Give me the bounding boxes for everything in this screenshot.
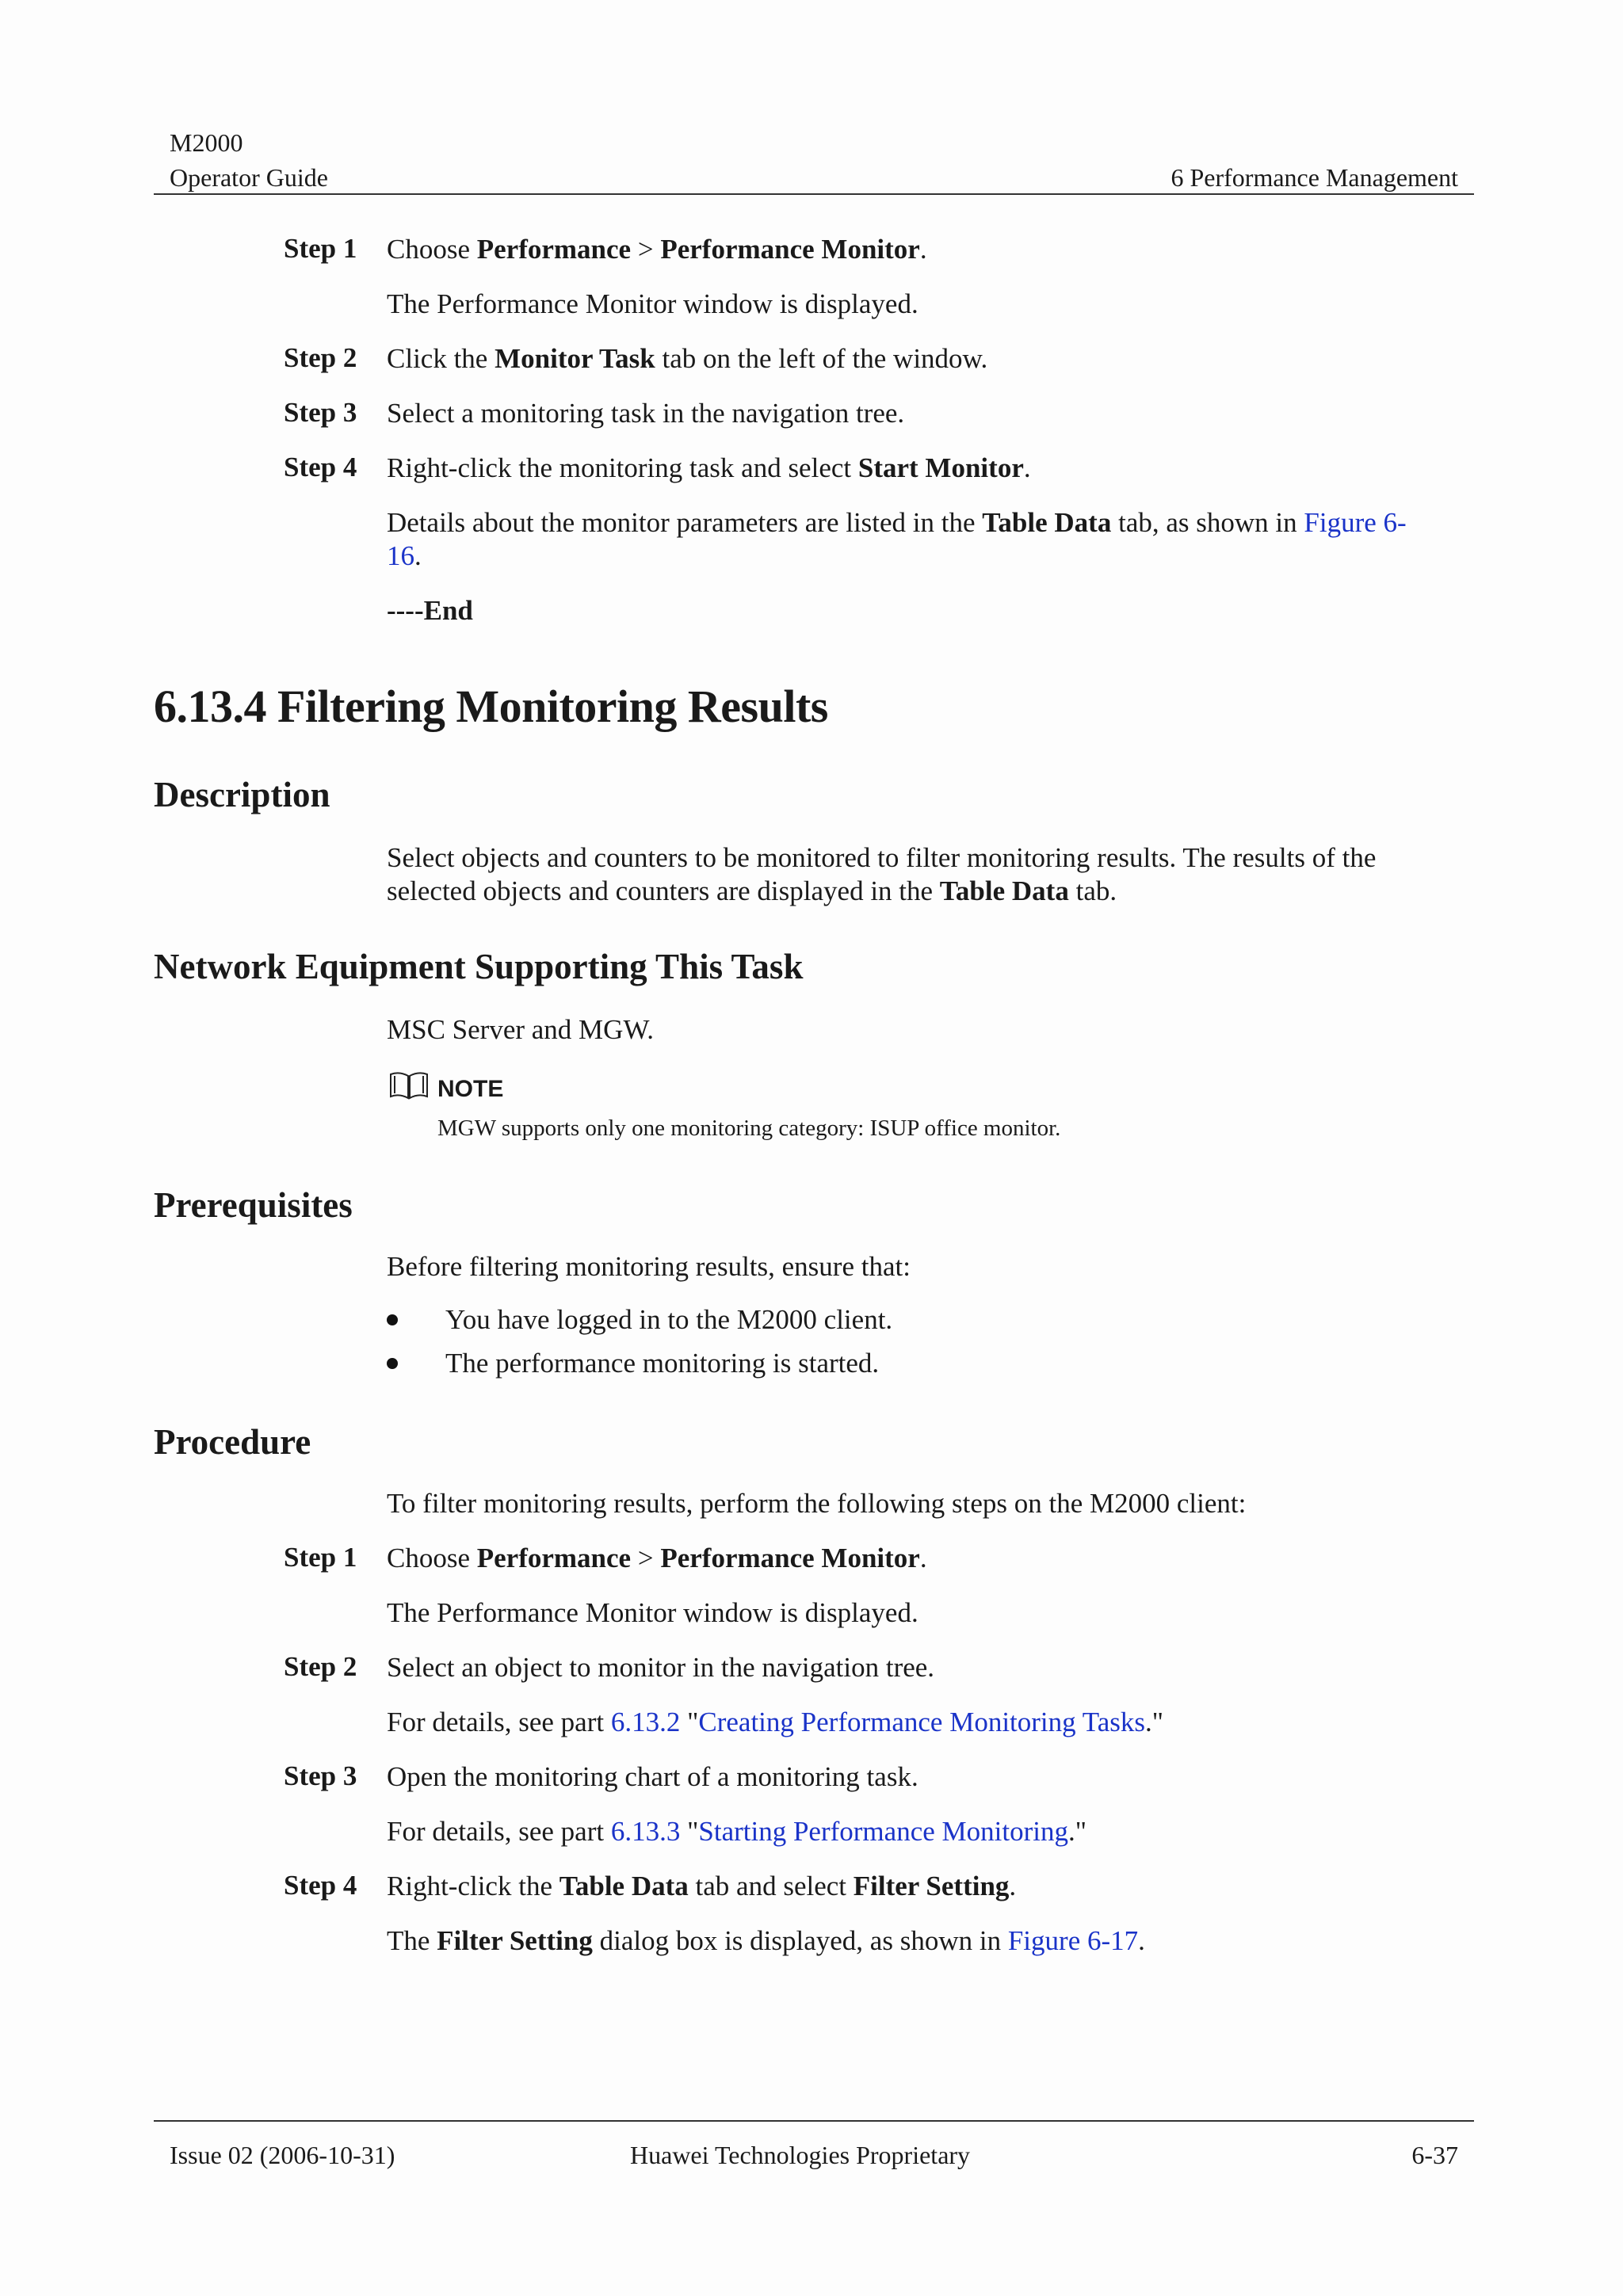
header-doc-title: Operator Guide: [170, 163, 328, 192]
prerequisites-intro: Before filtering monitoring results, ensure that:: [387, 1251, 911, 1282]
header-chapter: 6 Performance Management: [1170, 163, 1458, 192]
end-mark: ----End: [387, 595, 473, 626]
section-title-link[interactable]: Starting Performance Monitoring: [698, 1816, 1068, 1847]
note-text: MGW supports only one monitoring category: ISUP office monitor.: [437, 1116, 1061, 1141]
note-title: NOTE: [437, 1076, 504, 1102]
step-text: Select an object to monitor in the navigation tree.: [387, 1652, 935, 1683]
footer-issue: Issue 02 (2006-10-31): [170, 2141, 395, 2169]
step-label: Step 4: [284, 1870, 357, 1901]
book-icon: [388, 1070, 430, 1101]
equipment-heading: Network Equipment Supporting This Task: [154, 947, 804, 986]
step-label: Step 4: [284, 452, 357, 482]
step-result: The Performance Monitor window is displayed.: [387, 288, 918, 319]
list-item: The performance monitoring is started.: [445, 1348, 880, 1379]
figure-link[interactable]: Figure 6-16: [387, 507, 1407, 571]
step-detail: Details about the monitor parameters are listed in the Table Data tab, as shown in Figure 6-16.: [387, 507, 1407, 571]
step-label: Step 3: [284, 397, 357, 428]
header-product: M2000: [170, 128, 243, 157]
step-detail: For details, see part 6.13.2 "Creating Performance Monitoring Tasks.": [387, 1707, 1164, 1737]
equipment-text: MSC Server and MGW.: [387, 1014, 655, 1045]
section-link[interactable]: 6.13.2: [610, 1707, 681, 1737]
step-text: Choose Performance > Performance Monitor.: [387, 1543, 927, 1573]
section-title-link[interactable]: Creating Performance Monitoring Tasks: [698, 1707, 1145, 1737]
section-title: 6.13.4 Filtering Monitoring Results: [154, 681, 828, 732]
step-label: Step 2: [284, 1651, 357, 1682]
figure-link[interactable]: Figure 6-17: [1007, 1925, 1139, 1956]
prerequisites-heading: Prerequisites: [154, 1185, 353, 1225]
bullet: [387, 1314, 398, 1325]
step-text: Right-click the Table Data tab and select Filter Setting.: [387, 1871, 1017, 1901]
step-label: Step 2: [284, 342, 357, 373]
procedure-heading: Procedure: [154, 1422, 311, 1462]
step-text: Select a monitoring task in the navigation tree.: [387, 398, 905, 429]
footer-rule: [154, 2120, 1474, 2122]
step-label: Step 3: [284, 1760, 357, 1791]
section-link[interactable]: 6.13.3: [610, 1816, 681, 1847]
step-text: Open the monitoring chart of a monitoring task.: [387, 1761, 918, 1792]
step-detail: The Filter Setting dialog box is displayed, as shown in Figure 6-17.: [387, 1925, 1145, 1956]
description-text: Select objects and counters to be monitored to filter monitoring results. The results of the selected objects and counters are displayed in the Table Data tab.: [387, 842, 1377, 906]
step-label: Step 1: [284, 233, 357, 264]
procedure-intro: To filter monitoring results, perform the following steps on the M2000 client:: [387, 1488, 1247, 1519]
list-item: You have logged in to the M2000 client.: [445, 1304, 893, 1335]
step-text: Choose Performance > Performance Monitor.: [387, 234, 927, 265]
step-result: The Performance Monitor window is displayed.: [387, 1597, 918, 1628]
header-rule: [154, 193, 1474, 195]
footer-company: Huawei Technologies Proprietary: [630, 2141, 971, 2169]
step-label: Step 1: [284, 1542, 357, 1573]
footer-page-number: 6-37: [1411, 2141, 1458, 2169]
description-heading: Description: [154, 775, 330, 814]
step-text: Right-click the monitoring task and select Start Monitor.: [387, 452, 1031, 483]
step-detail: For details, see part 6.13.3 "Starting Performance Monitoring.": [387, 1816, 1087, 1847]
bullet: [387, 1358, 398, 1369]
step-text: Click the Monitor Task tab on the left of the window.: [387, 343, 988, 374]
